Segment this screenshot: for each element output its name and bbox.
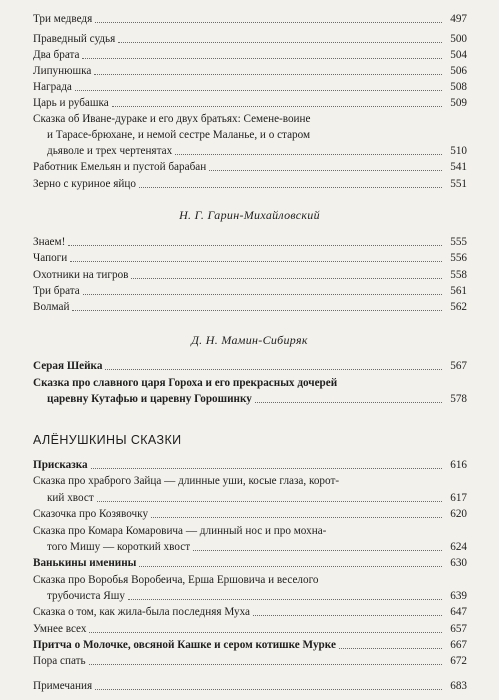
leader-dots <box>89 632 442 633</box>
toc-entry <box>33 656 467 667</box>
entry-title: трубочиста Яшу <box>47 590 125 602</box>
entry-title: Сказка о том, как жила-была последняя Муха <box>33 606 251 618</box>
entry-page: 561 <box>450 285 467 297</box>
toc-entry <box>33 575 467 586</box>
leader-dots <box>94 74 442 75</box>
entry-title: Праведный судья <box>33 33 116 45</box>
toc-entry <box>33 361 467 372</box>
entry-page: 620 <box>450 508 467 520</box>
toc-entry <box>47 542 467 553</box>
leader-dots <box>209 170 442 171</box>
leader-dots <box>112 106 442 107</box>
entry-page: 667 <box>450 639 467 651</box>
toc-entry <box>33 162 467 173</box>
entry-page: 497 <box>450 13 467 25</box>
leader-dots <box>95 22 442 23</box>
toc-entry <box>33 558 467 569</box>
toc-entry <box>33 286 467 297</box>
toc-entry <box>33 460 467 471</box>
entry-title: Сказка про Воробья Воробеича, Ерша Ершовича и веселого <box>33 574 319 586</box>
toc-entry <box>33 50 467 61</box>
entry-title: Знаем! <box>33 236 66 248</box>
entry-page: 657 <box>450 623 467 635</box>
leader-dots <box>175 154 442 155</box>
entry-page: 506 <box>450 65 467 77</box>
toc-entry <box>33 34 467 45</box>
toc-entry <box>47 394 467 405</box>
entry-title: Охотники на тигров <box>33 269 129 281</box>
entry-page: 500 <box>450 33 467 45</box>
entry-title: Сказочка про Козявочку <box>33 508 149 520</box>
entry-title: Зерно с куриное яйцо <box>33 178 136 190</box>
toc-entry <box>33 378 467 389</box>
entry-page: 562 <box>450 301 467 313</box>
leader-dots <box>151 517 442 518</box>
entry-title: Притча о Молочке, овсяной Кашке и сером котишке Мурке <box>33 639 336 651</box>
entry-title: Пора спать <box>33 655 86 667</box>
toc-entry <box>33 270 467 281</box>
entry-title: Три брата <box>33 285 80 297</box>
toc-entry <box>33 624 467 635</box>
leader-dots <box>255 402 442 403</box>
toc-entry <box>33 607 467 618</box>
section-heading: АЛЁНУШКИНЫ СКАЗКИ <box>33 433 182 447</box>
entry-page: 683 <box>450 680 467 692</box>
leader-dots <box>72 310 442 311</box>
toc-entry <box>33 98 467 109</box>
toc-entry <box>47 493 467 504</box>
leader-dots <box>83 294 442 295</box>
entry-title: царевну Кутафью и царевну Горошинку <box>47 393 252 405</box>
entry-page: 672 <box>450 655 467 667</box>
leader-dots <box>97 501 442 502</box>
author-heading: Н. Г. Гарин-Михайловский <box>179 208 320 222</box>
leader-dots <box>68 245 442 246</box>
leader-dots <box>118 42 442 43</box>
toc-entry <box>33 237 467 248</box>
entry-page: 551 <box>450 178 467 190</box>
entry-page: 558 <box>450 269 467 281</box>
entry-page: 647 <box>450 606 467 618</box>
leader-dots <box>91 468 442 469</box>
toc-entry <box>33 302 467 313</box>
leader-dots <box>82 58 442 59</box>
entry-title: Сказка об Иване-дураке и его двух братьях: Семене-воине <box>33 113 311 125</box>
entry-page: 624 <box>450 541 467 553</box>
entry-title: Волмай <box>33 301 70 313</box>
entry-title: Работник Емельян и пустой барабан <box>33 161 207 173</box>
toc-entry <box>33 179 467 190</box>
entry-page: 555 <box>450 236 467 248</box>
entry-page: 504 <box>450 49 467 61</box>
entry-title: Присказка <box>33 459 88 471</box>
leader-dots <box>95 689 442 690</box>
leader-dots <box>139 187 442 188</box>
entry-title: кий хвост <box>47 492 94 504</box>
entry-title: Примечания <box>33 680 93 692</box>
toc-entry <box>33 82 467 93</box>
entry-title: Липунюшка <box>33 65 92 77</box>
entry-title-continuation: и Тарасе-брюхане, и немой сестре Маланье, и о старом <box>47 129 311 141</box>
leader-dots <box>70 261 442 262</box>
entry-title: дьяволе и трех чертенятах <box>47 145 173 157</box>
entry-page: 556 <box>450 252 467 264</box>
author-heading: Д. Н. Мамин-Сибиряк <box>191 333 308 347</box>
toc-entry <box>33 66 467 77</box>
entry-title: Три медведя <box>33 13 93 25</box>
toc-entry <box>33 681 467 692</box>
toc-entry <box>33 476 467 487</box>
entry-page: 616 <box>450 459 467 471</box>
entry-title: Сказка про Комара Комаровича — длинный нос и про мохна- <box>33 525 327 537</box>
leader-dots <box>89 664 442 665</box>
entry-page: 617 <box>450 492 467 504</box>
entry-page: 541 <box>450 161 467 173</box>
toc-entry <box>33 640 467 651</box>
entry-page: 578 <box>450 393 467 405</box>
toc-entry <box>33 114 467 125</box>
entry-page: 630 <box>450 557 467 569</box>
entry-page: 510 <box>450 145 467 157</box>
entry-title: Серая Шейка <box>33 360 103 372</box>
toc-entry <box>33 14 467 25</box>
entry-title: Царь и рубашка <box>33 97 109 109</box>
leader-dots <box>128 599 442 600</box>
entry-title: Сказка про славного царя Гороха и его прекрасных дочерей <box>33 377 338 389</box>
entry-title: Умнее всех <box>33 623 87 635</box>
toc-entry <box>33 526 467 537</box>
leader-dots <box>131 278 442 279</box>
entry-page: 508 <box>450 81 467 93</box>
entry-title: Награда <box>33 81 72 93</box>
leader-dots <box>253 615 442 616</box>
entry-title: Сказка про храброго Зайца — длинные уши, косые глаза, корот- <box>33 475 340 487</box>
entry-title: Ванькины именины <box>33 557 137 569</box>
entry-title: Чапоги <box>33 252 68 264</box>
leader-dots <box>193 550 442 551</box>
leader-dots <box>105 369 442 370</box>
toc-entry <box>47 591 467 602</box>
entry-page: 567 <box>450 360 467 372</box>
entry-page: 639 <box>450 590 467 602</box>
toc-entry <box>33 253 467 264</box>
leader-dots <box>75 90 442 91</box>
entry-title: Два брата <box>33 49 80 61</box>
toc-entry <box>47 146 467 157</box>
entry-title: того Мишу — короткий хвост <box>47 541 191 553</box>
leader-dots <box>339 648 442 649</box>
toc-entry <box>33 509 467 520</box>
entry-page: 509 <box>450 97 467 109</box>
leader-dots <box>139 566 442 567</box>
